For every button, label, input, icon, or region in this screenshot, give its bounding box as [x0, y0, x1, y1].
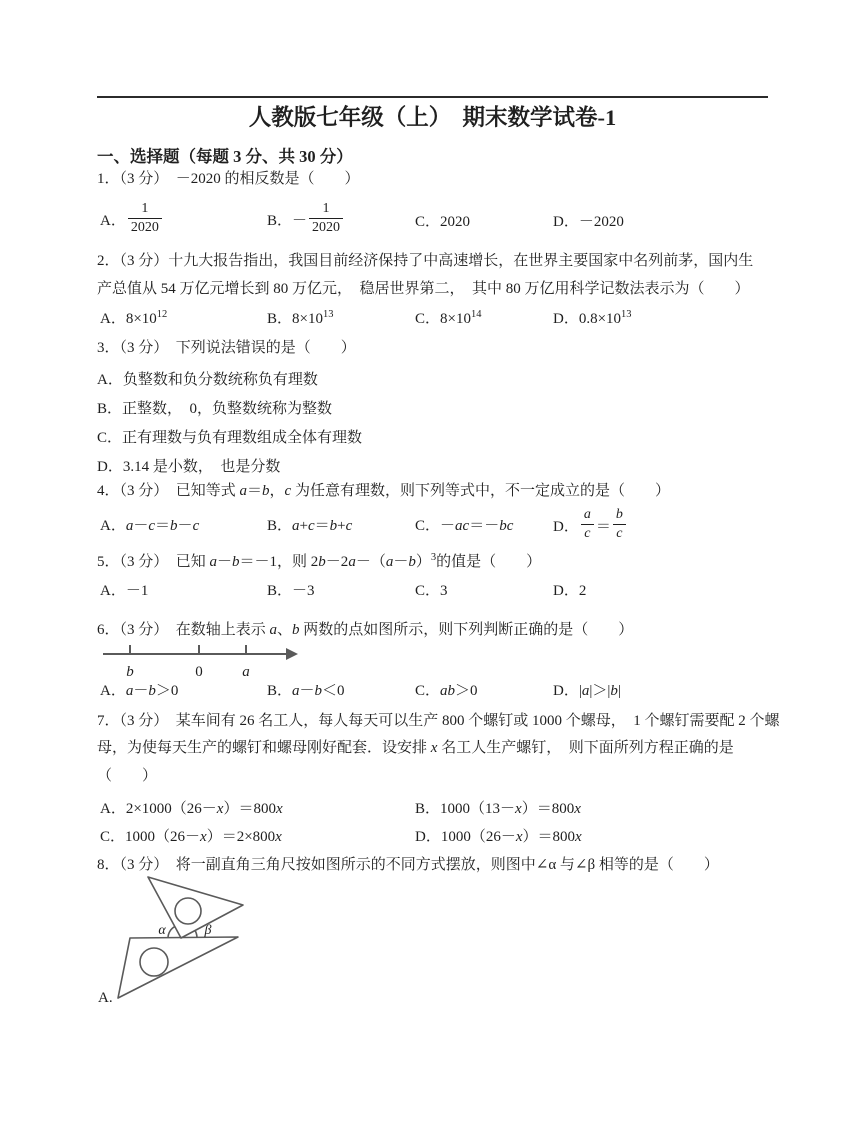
- q4-option-d: D． $\frac{a}{c}$ ＝ $\frac{b}{c}$: [553, 504, 628, 550]
- q7-option-a: A．2×1000（26－x）＝800x: [100, 801, 283, 817]
- q7-stem-line-3: （ ）: [97, 767, 158, 784]
- q6-option-d: D．|a|＞|b|: [553, 683, 621, 699]
- number-line-label-a: a: [242, 664, 250, 680]
- q6-option-c: C．ab＞0: [415, 683, 478, 699]
- q4-option-a: A．a－c＝b－c: [100, 518, 200, 534]
- q5-option-c: C．3: [415, 583, 448, 599]
- q2-stem: [97, 248, 753, 303]
- q5-option-a: A．－1: [100, 583, 149, 599]
- q5-option-d: D．2: [553, 583, 587, 599]
- q5-option-b: B．－3: [267, 583, 315, 599]
- q3-stem: 3．（3 分） 下列说法错误的是（ ）: [97, 340, 356, 356]
- q2-option-d: D．$0.8\times 10^{13}$: [553, 309, 632, 327]
- q5-stem: 5．（3 分） 已知 a－b＝－1，则 $2b-2a-(a-b)^3$的值是（ ）: [97, 552, 542, 570]
- q6-option-a: A．a－b＞0: [100, 683, 179, 699]
- q4-options: [97, 504, 797, 552]
- q6-options: [97, 681, 797, 711]
- q7-option-c: C．1000（26－x）＝2×800x: [100, 829, 282, 845]
- q2-stem-line-2: 产总值从 54 万亿元增长到 80 万亿元， 稳居世界第二， 其中 80 万亿用科学记数法表示为（ ）: [97, 280, 750, 297]
- q4-stem: 4．（3 分） 已知等式 a＝b，c 为任意有理数，则下列等式中，不一定成立的是（ ）: [97, 483, 670, 499]
- number-line-label-b: b: [126, 664, 134, 680]
- q3-option-b: B．正整数， 0，负整数统称为整数: [97, 401, 333, 417]
- q1-option-a: A． $\frac{1}{2020}$: [100, 198, 164, 244]
- q7-option-b: B．1000（13－x）＝800x: [415, 801, 581, 817]
- q1-option-d: D．－2020: [553, 214, 624, 230]
- q3-options: [97, 366, 362, 482]
- q1-option-c: C．2020: [415, 214, 471, 230]
- angle-beta-label: β: [204, 923, 212, 938]
- number-line-axis: [103, 645, 287, 654]
- q4-option-c: C．－ac＝－bc: [415, 518, 514, 534]
- q1-stem: 1．（3 分） －2020 的相反数是（ ）: [97, 171, 360, 187]
- q7-stem: [97, 708, 780, 790]
- triangle-rulers-figure: [95, 870, 365, 1015]
- q3-option-a: A．负整数和负分数统称负有理数: [97, 372, 318, 388]
- axis-arrowhead-icon: [286, 648, 298, 660]
- header-rule: [97, 96, 768, 98]
- number-line-figure: [97, 638, 307, 680]
- q3-option-c: C．正有理数与负有理数组成全体有理数: [97, 430, 363, 446]
- q7-options-row-1: [97, 799, 797, 829]
- q6-option-b: B．a－b＜0: [267, 683, 345, 699]
- paper-title: 人教版七年级（上） 期末数学试卷-1: [248, 105, 617, 130]
- triangle-rulers-outline: [118, 877, 243, 998]
- q1-options: [97, 198, 797, 246]
- q7-stem-line-1: 7．（3 分） 某车间有 26 名工人，每人每天可以生产 800 个螺钉或 1000 个螺母， 1 个螺钉需要配 2 个螺: [97, 713, 780, 729]
- q8-stem: 8．（3 分） 将一副直角三角尺按如图所示的不同方式摆放，则图中∠α 与∠β 相等的是（ ）: [97, 857, 719, 873]
- q7-stem-line-2: 母，为使每天生产的螺钉和螺母刚好配套．设安排 x 名工人生产螺钉， 则下面所列方程正确的是: [97, 740, 734, 757]
- q2-option-c: C．$8\times 10^{14}$: [415, 309, 482, 327]
- q2-option-a: A．$8\times 10^{12}$: [100, 309, 168, 327]
- angle-alpha-label: α: [158, 923, 166, 938]
- q6-stem: 6．（3 分） 在数轴上表示 a、b 两数的点如图所示，则下列判断正确的是（ ）: [97, 622, 634, 638]
- q3-option-d: D．3.14 是小数， 也是分数: [97, 459, 281, 475]
- q2-options: [97, 309, 797, 339]
- number-line-labels: [126, 664, 250, 680]
- q2-stem-line-1: 2．（3 分）十九大报告指出，我国目前经济保持了中高速增长，在世界主要国家中名列前茅，国内生: [97, 253, 754, 269]
- q5-options: [97, 581, 797, 611]
- q1-option-b: B．－ $\frac{1}{2020}$: [267, 198, 345, 244]
- q2-option-b: B．$8\times 10^{13}$: [267, 309, 334, 327]
- q7-options-row-2: [97, 827, 797, 857]
- section-1-heading: 一、选择题（每题 3 分、共 30 分）: [97, 147, 353, 166]
- number-line-label-zero: 0: [195, 664, 203, 680]
- q4-option-b: B．a+c＝b+c: [267, 518, 353, 534]
- q7-option-d: D．1000（26－x）＝800x: [415, 829, 582, 845]
- q8-option-a-label: A.: [98, 990, 113, 1006]
